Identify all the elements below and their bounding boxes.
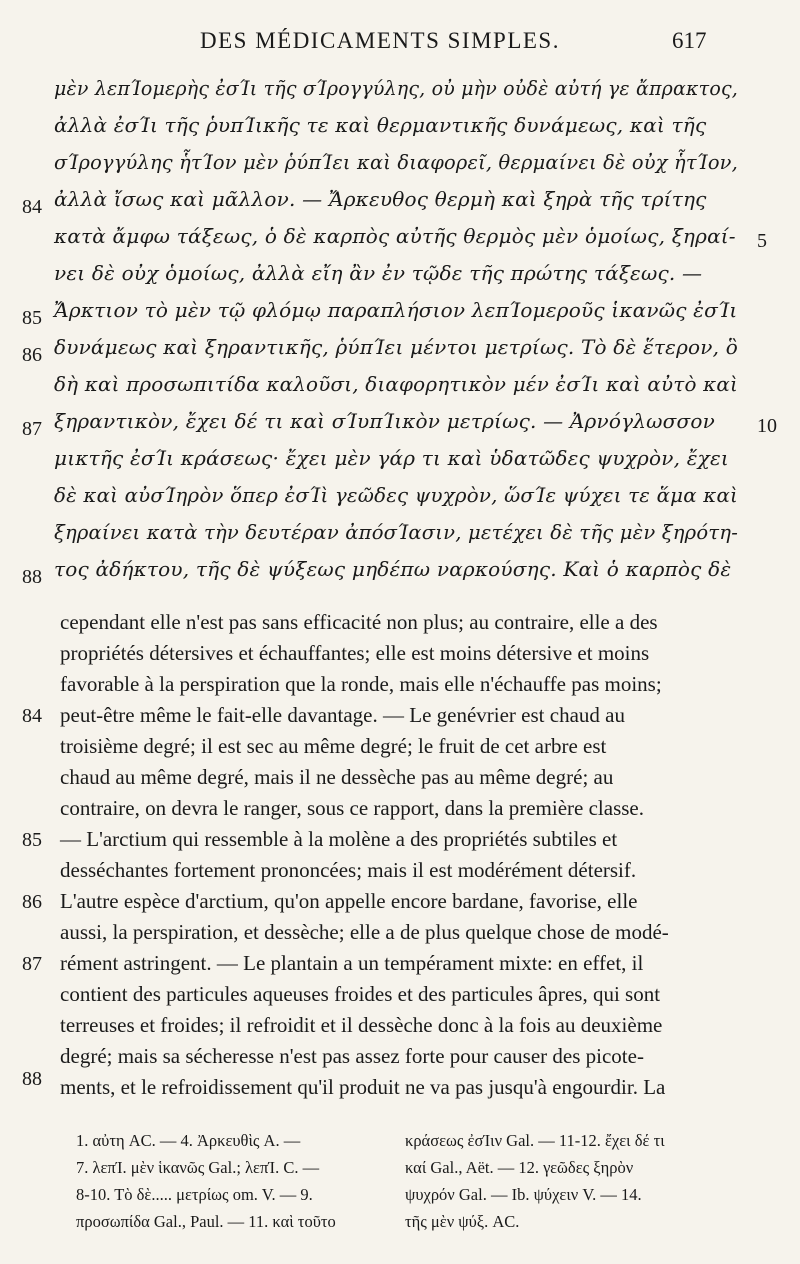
running-title: DES MÉDICAMENTS SIMPLES. xyxy=(200,28,560,53)
french-line: chaud au même degré, mais il ne dessèche pas au même degré; au xyxy=(60,765,614,789)
greek-line: μικτῆς ἐσΊι κράσεως· ἔχει μὲν γάρ τι καὶ ὑδατῶδες ψυχρὸν, ἔχει xyxy=(54,446,729,470)
footnote-line: καί Gal., Aët. — 12. γεῶδες ξηρὸν xyxy=(405,1158,634,1177)
french-line: desséchantes fortement prononcées; mais il est modérément détersif. xyxy=(60,858,637,882)
greek-line: ξηραίνει κατὰ τὴν δευτέραν ἀπόσΊασιν, μετέχει δὲ τῆς μὲν ξηρότη- xyxy=(54,520,738,544)
french-line: ments, et le refroidissement qu'il produit ne va pas jusqu'à engourdir. La xyxy=(60,1075,666,1099)
french-line: degré; mais sa sécheresse n'est pas assez forte pour causer des picote- xyxy=(60,1044,644,1068)
greek-line: Ἄρκτιον τὸ μὲν τῷ φλόμῳ παραπλήσιον λεπΊομεροῦς ἱκανῶς ἐσΊι xyxy=(54,298,738,322)
french-line-number: 87 xyxy=(22,953,42,975)
greek-line-number: 84 xyxy=(22,196,42,218)
french-line: — L'arctium qui ressemble à la molène a des propriétés subtiles et xyxy=(60,827,618,851)
french-line: favorable à la perspiration que la ronde, mais elle n'échauffe pas moins; xyxy=(60,672,662,696)
french-line-number: 86 xyxy=(22,891,42,913)
french-line: L'autre espèce d'arctium, qu'on appelle encore bardane, favorise, elle xyxy=(60,889,638,913)
greek-line-number: 86 xyxy=(22,344,42,366)
french-line: contraire, on devra le ranger, sous ce rapport, dans la première classe. xyxy=(60,796,644,820)
french-line: peut-être même le fait-elle davantage. — Le genévrier est chaud au xyxy=(60,703,625,727)
greek-line-number: 88 xyxy=(22,566,42,588)
french-line: cependant elle n'est pas sans efficacité non plus; au contraire, elle a des xyxy=(60,610,658,634)
page-header xyxy=(0,28,800,62)
greek-line: ἀλλὰ ἴσως καὶ μᾶλλον. — Ἄρκευθος θερμὴ καὶ ξηρὰ τῆς τρίτης xyxy=(54,187,707,211)
footnotes-right-column xyxy=(405,1127,745,1235)
french-line-number: 88 xyxy=(22,1068,42,1090)
greek-line: νει δὲ οὐχ ὁμοίως, ἀλλὰ εἴη ἂν ἐν τῷδε τῆς πρώτης τάξεως. — xyxy=(54,261,703,285)
footnote-line: τῆς μὲν ψύξ. AC. xyxy=(405,1212,520,1231)
greek-right-line-number: 10 xyxy=(757,415,777,437)
french-line-number: 85 xyxy=(22,829,42,851)
greek-line: ἀλλὰ ἐσΊι τῆς ῥυπΊικῆς τε καὶ θερμαντικῆς δυνάμεως, καὶ τῆς xyxy=(54,113,707,137)
greek-line: ξηραντικὸν, ἔχει δέ τι καὶ σΊυπΊικὸν μετρίως. — Ἀρνόγλωσσον xyxy=(54,409,715,433)
french-line: terreuses et froides; il refroidit et il dessèche donc à la fois au deuxième xyxy=(60,1013,663,1037)
footnote-line: ψυχρόν Gal. — Ib. ψύχειν V. — 14. xyxy=(405,1185,642,1204)
footnote-line: προσωπίδα Gal., Paul. — 11. καὶ τοῦτο xyxy=(76,1212,336,1231)
greek-line: σΊρογγύλης ἧτΊον μὲν ῥύπΊει καὶ διαφορεῖ, θερμαίνει δὲ οὐχ ἧτΊον, xyxy=(54,150,738,174)
page-number: 617 xyxy=(672,28,707,53)
footnote-line: 8-10. Τὸ δὲ..... μετρίως om. V. — 9. xyxy=(76,1185,313,1204)
french-line: rément astringent. — Le plantain a un tempérament mixte: en effet, il xyxy=(60,951,644,975)
french-line: contient des particules aqueuses froides et des particules âpres, qui sont xyxy=(60,982,661,1006)
french-line: propriétés détersives et échauffantes; elle est moins détersive et moins xyxy=(60,641,650,665)
greek-line: δυνάμεως καὶ ξηραντικῆς, ῥύπΊει μέντοι μετρίως. Τὸ δὲ ἕτερον, ὃ xyxy=(54,335,738,359)
greek-right-line-number: 5 xyxy=(757,230,767,252)
footnote-line: 1. αὐτη AC. — 4. Ἀρκευθὶς A. — xyxy=(76,1131,301,1150)
greek-line-number: 85 xyxy=(22,307,42,329)
greek-line-number: 87 xyxy=(22,418,42,440)
greek-line: δὴ καὶ προσωπιτίδα καλοῦσι, διαφορητικὸν μέν ἐσΊι καὶ αὐτὸ καὶ xyxy=(54,372,738,396)
french-line-number: 84 xyxy=(22,705,42,727)
footnote-line: κράσεως ἐσΊιν Gal. — 11-12. ἔχει δέ τι xyxy=(405,1131,665,1150)
greek-line: δὲ καὶ αὐσΊηρὸν ὅπερ ἐσΊὶ γεῶδες ψυχρὸν, ὥσΊε ψύχει τε ἅμα καὶ xyxy=(54,483,738,507)
french-line: aussi, la perspiration, et dessèche; elle a de plus quelque chose de modé- xyxy=(60,920,669,944)
french-line: troisième degré; il est sec au même degré; le fruit de cet arbre est xyxy=(60,734,607,758)
greek-line: κατὰ ἄμφω τάξεως, ὁ δὲ καρπὸς αὐτῆς θερμὸς μὲν ὁμοίως, ξηραί- xyxy=(54,224,736,248)
footnote-line: 7. λεπΊ. μὲν ἱκανῶς Gal.; λεπΊ. C. — xyxy=(76,1158,320,1177)
footnotes-left-column xyxy=(76,1127,396,1235)
greek-line: τος ἀδήκτου, τῆς δὲ ψύξεως μηδέπω ναρκούσης. Καὶ ὁ καρπὸς δὲ xyxy=(54,557,732,581)
greek-line: μὲν λεπΊομερὴς ἐσΊι τῆς σΊρογγύλης, οὐ μὴν οὐδὲ αὐτή γε ἄπρακτος, xyxy=(54,76,738,100)
